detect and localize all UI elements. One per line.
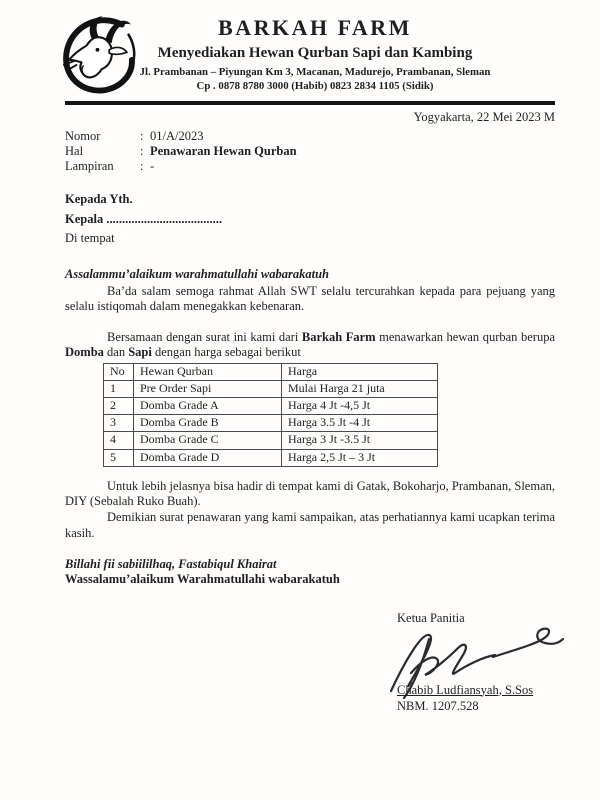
company-address: Jl. Prambanan – Piyungan Km 3, Macanan, Madurejo, Prambanan, Sleman [139,66,491,79]
meta-row-hal [65,144,555,159]
cell-no: 5 [104,449,134,466]
signer-nbm: NBM. 1207.528 [397,698,479,713]
offer-brand: Barkah Farm [301,330,376,345]
cell-harga: Harga 4 Jt -4,5 Jt [282,398,438,415]
meta-label: Lampiran [65,159,114,174]
offer-animal-sapi: Sapi [128,345,152,360]
cell-hewan: Pre Order Sapi [134,380,282,397]
meta-row-lampiran [65,159,555,174]
company-tagline: Menyediakan Hewan Qurban Sapi dan Kambing [157,45,473,62]
closing-block [65,557,555,588]
cell-no: 4 [104,432,134,449]
cell-hewan: Domba Grade A [134,398,282,415]
table-row [104,380,438,397]
recipient-place: Di tempat [65,231,115,246]
cell-harga: Harga 2,5 Jt – 3 Jt [282,449,438,466]
meta-separator: : [140,128,144,143]
table-row [104,432,438,449]
cell-hewan: Domba Grade C [134,432,282,449]
signer-role: Ketua Panitia [397,611,465,626]
meta-value: Penawaran Hewan Qurban [150,143,297,158]
letterhead [0,0,600,105]
recipient-salutation: Kepada Yth. [65,192,133,207]
signature-block [397,611,600,714]
price-table [103,363,438,467]
closing-motto: Billahi fii sabiililhaq, Fastabiqul Khairat [65,556,277,571]
cell-no: 3 [104,415,134,432]
opening-salam: Assalammu’alaikum warahmatullahi wabarakatuh [65,267,329,282]
paragraph-intro: Ba’da salam semoga rahmat Allah SWT selalu tercurahkan kepada para pejuang yang selalu istiqomah dalam menegakkan kebenaran. [65,283,555,313]
paragraph-thanks: Demikian surat penawaran yang kami sampaikan, atas perhatiannya kami ucapkan terima kasih. [65,510,555,540]
date-line: Yogyakarta, 22 Mei 2023 M [413,110,555,125]
meta-row-nomor [65,129,555,144]
signer-name: Chabib Ludfiansyah, S.Sos [397,682,534,697]
meta-separator: : [140,159,144,174]
letterhead-divider [65,101,555,105]
offer-text: menawarkan hewan qurban berupa [375,330,555,345]
cell-harga: Mulai Harga 21 juta [282,380,438,397]
table-row [104,415,438,432]
table-header-row [104,363,438,380]
cell-harga: Harga 3.5 Jt -4 Jt [282,415,438,432]
meta-value: 01/A/2023 [150,128,204,143]
goat-logo-icon [56,12,144,96]
cell-harga: Harga 3 Jt -3.5 Jt [282,432,438,449]
table-row [104,398,438,415]
cell-no: 2 [104,398,134,415]
recipient-block [65,190,555,248]
closing-salam: Wassalamu’alaikum Warahmatullahi wabarakatuh [65,572,340,587]
paragraph-offer [65,330,555,361]
recipient-name-line: Kepala ..................................... [65,211,222,226]
meta-label: Hal [65,143,84,158]
offer-text: dengan harga sebagai berikut [151,345,301,360]
col-header-harga: Harga [282,363,438,380]
cell-hewan: Domba Grade B [134,415,282,432]
cell-no: 1 [104,380,134,397]
table-row [104,449,438,466]
col-header-hewan: Hewan Qurban [134,363,282,380]
meta-separator: : [140,143,144,158]
company-name: BARKAH FARM [218,15,412,40]
cell-hewan: Domba Grade D [134,449,282,466]
letter-content [0,110,600,714]
offer-text: Bersamaan dengan surat ini kami dari [107,330,302,345]
meta-label: Nomor [65,128,101,143]
offer-text: dan [103,345,129,360]
offer-animal-domba: Domba [65,345,104,360]
letter-meta [65,129,555,175]
meta-value: - [150,159,155,174]
company-contact: Cp . 0878 8780 3000 (Habib) 0823 2834 1105 (Sidik) [196,79,434,92]
paragraph-location: Untuk lebih jelasnya bisa hadir di tempat kami di Gatak, Bokoharjo, Prambanan, Sleman, DIY (Sebalah Ruko Buah). [65,478,555,509]
col-header-no: No [104,363,134,380]
